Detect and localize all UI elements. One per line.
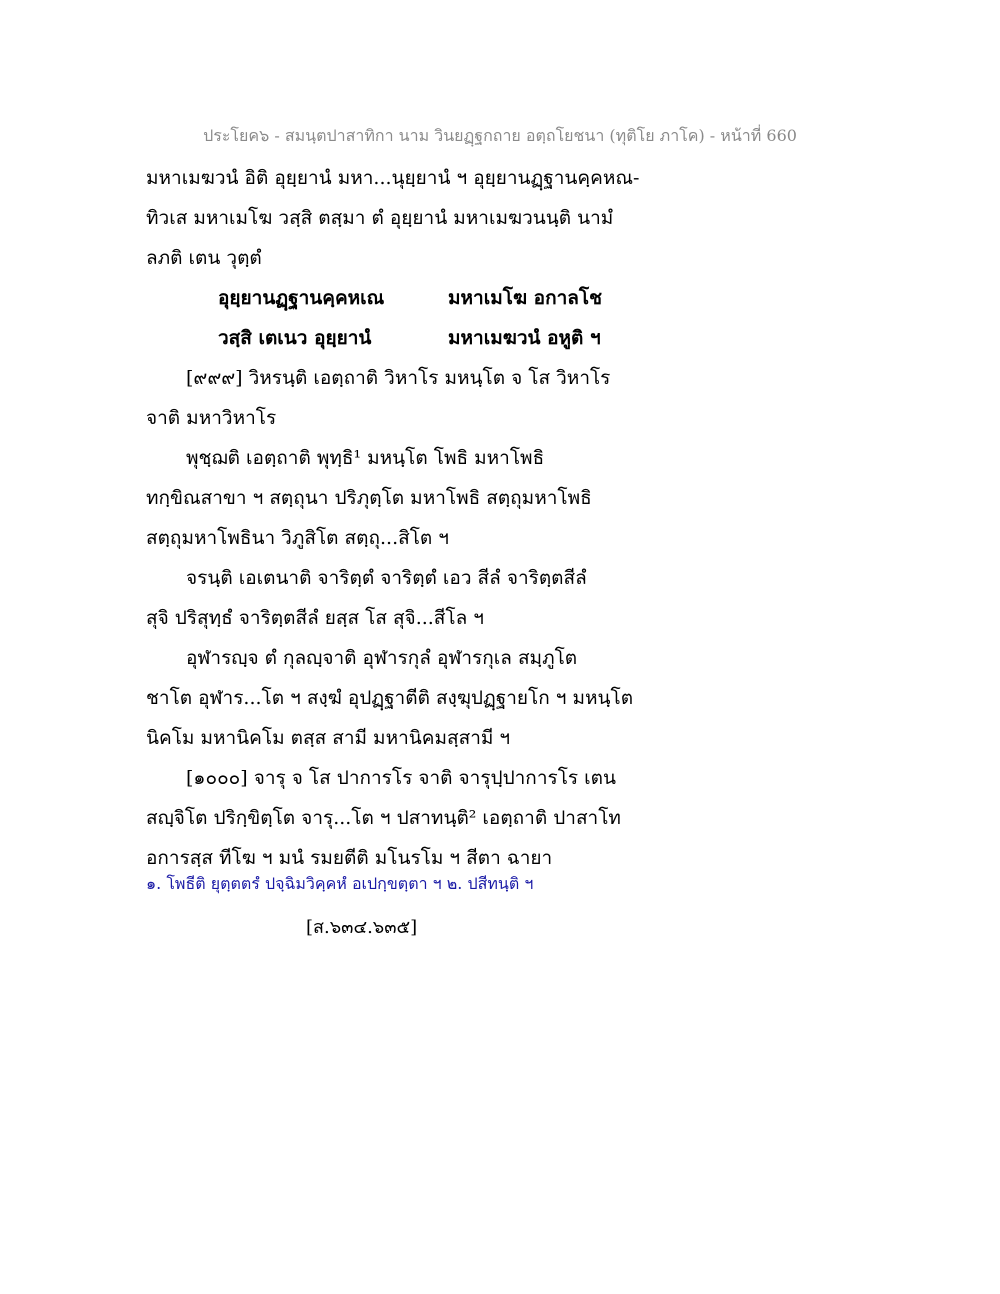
text-line: สตฺถุมหาโพธินา วิภูสิโต สตฺถุ...สิโต ฯ [146,527,449,549]
text-line: ทิวเส มหาเมโฆ วสฺสิ ตสฺมา ตํ อุยฺยานํ มหาเมฆวนนฺติ นามํ [146,207,614,229]
paragraph-start: พุชฺฌติ เอตฺถาติ พุทฺธิ¹ มหนฺโต โพธิ มหาโพธิ [186,447,545,469]
page-header: ประโยค๖ - สมนฺตปาสาทิกา นาม วินยฏฺฐกถาย อตฺถโยชนา (ทุติโย ภาโค) - หน้าที่ 660 [203,126,797,145]
text-line: นิคโม มหานิคโม ตสฺส สามี มหานิคมสฺสามี ฯ [146,727,511,749]
verse-second-half: มหาเมโฆ อกาลโช [448,287,602,309]
footnote: ๑. โพธีติ ยุตฺตตรํ ปจฺฉิมวิคฺคหํ อเปกฺขตฺตา ฯ ๒. ปสีทนฺติ ฯ [146,874,534,893]
text-line: สุจิ ปริสุทฺธํ จาริตฺตสีลํ ยสฺส โส สุจิ...สีโล ฯ [146,607,484,629]
text-line: สญฺจิโต ปริกฺขิตฺโต จารุ...โต ฯ ปสาทนฺติ² เอตฺถาติ ปาสาโท [146,807,621,829]
paragraph-start-1000: [๑๐๐๐] จารุ จ โส ปาการโร จาติ จารุปฺปาการโร เตน [186,767,616,789]
text-line: ชาโต อุฬาร...โต ฯ สงฺฆํ อุปฏฺฐาตีติ สงฺฆุปฏฺฐายโก ฯ มหนฺโต [146,687,634,709]
paragraph-start: อุฬารญฺจ ตํ กุลญฺจาติ อุฬารกุลํ อุฬารกุเล สมฺภูโต [186,647,578,669]
verse-second-half: มหาเมฆวนํ อหูติ ฯ [448,327,601,349]
body-text [146,158,866,878]
text-line: อการสฺส ทีโฆ ฯ มนํ รมยตีติ มโนรโม ฯ สีตา ฉายา [146,847,553,869]
text-line: มหาเมฆวนํ อิติ อุยฺยานํ มหา...นุยฺยานํ ฯ อุยฺยานฏฺฐานคฺคหณ- [146,167,640,189]
text-line: ลภติ เตน วุตฺตํ [146,247,262,269]
text-line: ทกฺขิณสาขา ฯ สตฺถุนา ปริภุตฺโต มหาโพธิ สตฺถุมหาโพธิ [146,487,592,509]
verse-first-half: วสฺสิ เตเนว อุยฺยานํ [218,327,372,349]
paragraph-start-999: [๙๙๙] วิหรนฺติ เอตฺถาติ วิหาโร มหนฺโต จ โส วิหาโร [186,367,611,389]
verse-line [146,318,866,358]
paragraph-start: จรนฺติ เอเตนาติ จาริตฺตํ จาริตฺตํ เอว สีลํ จาริตฺตสีลํ [186,567,587,589]
text-line: จาติ มหาวิหาโร [146,407,277,429]
page-reference: [ส.๖๓๔.๖๓๕] [306,917,418,938]
verse-first-half: อุยฺยานฏฺฐานคฺคหเณ [218,287,385,309]
verse-line [146,278,866,318]
